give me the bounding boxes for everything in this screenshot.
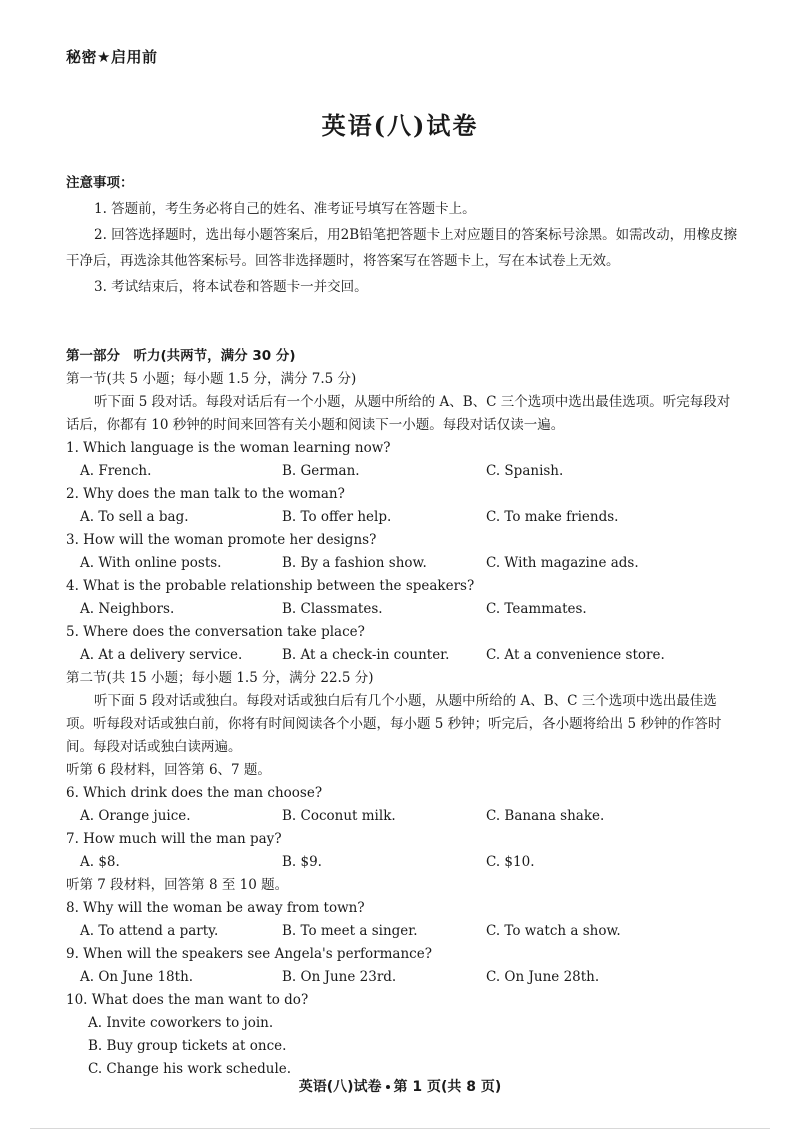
footer-page-number: 第 1 页(共 8 页) [393, 1079, 502, 1095]
option-a: A. To sell a bag. [80, 509, 189, 525]
options-row [66, 552, 738, 575]
notice-heading: 注意事项： [66, 175, 134, 191]
option-a: A. Orange juice. [80, 808, 191, 824]
notice-item: 3. 考试结束后，将本试卷和答题卡一并交回。 [94, 279, 368, 295]
option-b: B. By a fashion show. [282, 555, 427, 571]
option-c: C. At a convenience store. [486, 647, 665, 663]
section-heading: 第二节(共 15 小题；每小题 1.5 分，满分 22.5 分) [66, 670, 374, 686]
bottom-rule [30, 1128, 770, 1129]
option-b: B. On June 23rd. [282, 969, 397, 985]
option-b: B. $9. [282, 854, 322, 870]
option-b: B. Coconut milk. [282, 808, 396, 824]
option-c: C. Banana shake. [486, 808, 605, 824]
options-row [66, 644, 738, 667]
part-heading: 第一部分 听力(共两节，满分 30 分) [66, 348, 296, 364]
options-row [66, 805, 738, 828]
question-stem: 9. When will the speakers see Angela's performance? [66, 946, 432, 962]
option-c: C. With magazine ads. [486, 555, 639, 571]
option-c: C. Teammates. [486, 601, 587, 617]
material-note: 听第 6 段材料，回答第 6、7 题。 [66, 762, 271, 778]
option-c: C. Spanish. [486, 463, 564, 479]
question-stem: 2. Why does the man talk to the woman? [66, 486, 345, 502]
footer-title: 英语(八)试卷 [298, 1079, 382, 1095]
option-b: B. To offer help. [282, 509, 392, 525]
options-list [66, 1012, 738, 1081]
section-intro: 听下面 5 段对话或独白。每段对话或独白后有几个小题，从题中所给的 A、B、C 三个选项中选出最佳选项。听每段对话或独白前，你将有时间阅读各个小题，每小题 5 秒钟；听完后，各小题将给出 5 秒钟的作答时间。每段对话或独白读两遍。 [66, 693, 722, 755]
question-stem: 5. Where does the conversation take place? [66, 624, 365, 640]
question-stem: 4. What is the probable relationship between the speakers? [66, 578, 475, 594]
notice-item: 2. 回答选择题时，选出每小题答案后，用2B铅笔把答题卡上对应题目的答案标号涂黑。如需改动，用橡皮擦干净后，再选涂其他答案标号。回答非选择题时，将答案写在答题卡上，写在本试卷上无效。 [66, 227, 738, 269]
material-note: 听第 7 段材料，回答第 8 至 10 题。 [66, 877, 289, 893]
option-b: B. German. [282, 463, 360, 479]
section-heading: 第一节(共 5 小题；每小题 1.5 分，满分 7.5 分) [66, 371, 357, 387]
question-stem: 3. How will the woman promote her designs? [66, 532, 377, 548]
footer-dot [386, 1085, 390, 1089]
question-stem: 1. Which language is the woman learning now? [66, 440, 391, 456]
listening-part [66, 345, 738, 1081]
options-row [66, 460, 738, 483]
section-intro: 听下面 5 段对话。每段对话后有一个小题，从题中所给的 A、B、C 三个选项中选出最佳选项。听完每段对话后，你都有 10 秒钟的时间来回答有关小题和阅读下一小题。每段对话仅读一遍。 [66, 394, 731, 433]
option-c: C. On June 28th. [486, 969, 600, 985]
options-row [66, 851, 738, 874]
option-a: A. $8. [80, 854, 120, 870]
option-a: A. French. [80, 463, 152, 479]
option-c: C. To watch a show. [486, 923, 621, 939]
option-a: A. At a delivery service. [80, 647, 243, 663]
option-a: A. Invite coworkers to join. [88, 1015, 274, 1031]
question-stem: 10. What does the man want to do? [66, 992, 309, 1008]
option-a: A. To attend a party. [80, 923, 219, 939]
question-stem: 6. Which drink does the man choose? [66, 785, 323, 801]
option-a: A. With online posts. [80, 555, 222, 571]
option-a: A. On June 18th. [80, 969, 194, 985]
option-c: C. To make friends. [486, 509, 619, 525]
option-b: B. At a check-in counter. [282, 647, 450, 663]
options-row [66, 966, 738, 989]
confidential-label: 秘密★启用前 [66, 48, 158, 66]
page-title: 英语(八)试卷 [321, 111, 479, 140]
options-row [66, 598, 738, 621]
option-b: B. To meet a singer. [282, 923, 418, 939]
option-c: C. $10. [486, 854, 535, 870]
notice-block [66, 170, 738, 300]
option-c: C. Change his work schedule. [88, 1061, 292, 1077]
question-stem: 8. Why will the woman be away from town? [66, 900, 365, 916]
options-row [66, 920, 738, 943]
options-row [66, 506, 738, 529]
notice-item: 1. 答题前，考生务必将自己的姓名、准考证号填写在答题卡上。 [94, 201, 476, 217]
option-a: A. Neighbors. [80, 601, 175, 617]
page-footer [0, 1076, 800, 1096]
option-b: B. Classmates. [282, 601, 383, 617]
question-stem: 7. How much will the man pay? [66, 831, 282, 847]
option-b: B. Buy group tickets at once. [88, 1038, 287, 1054]
